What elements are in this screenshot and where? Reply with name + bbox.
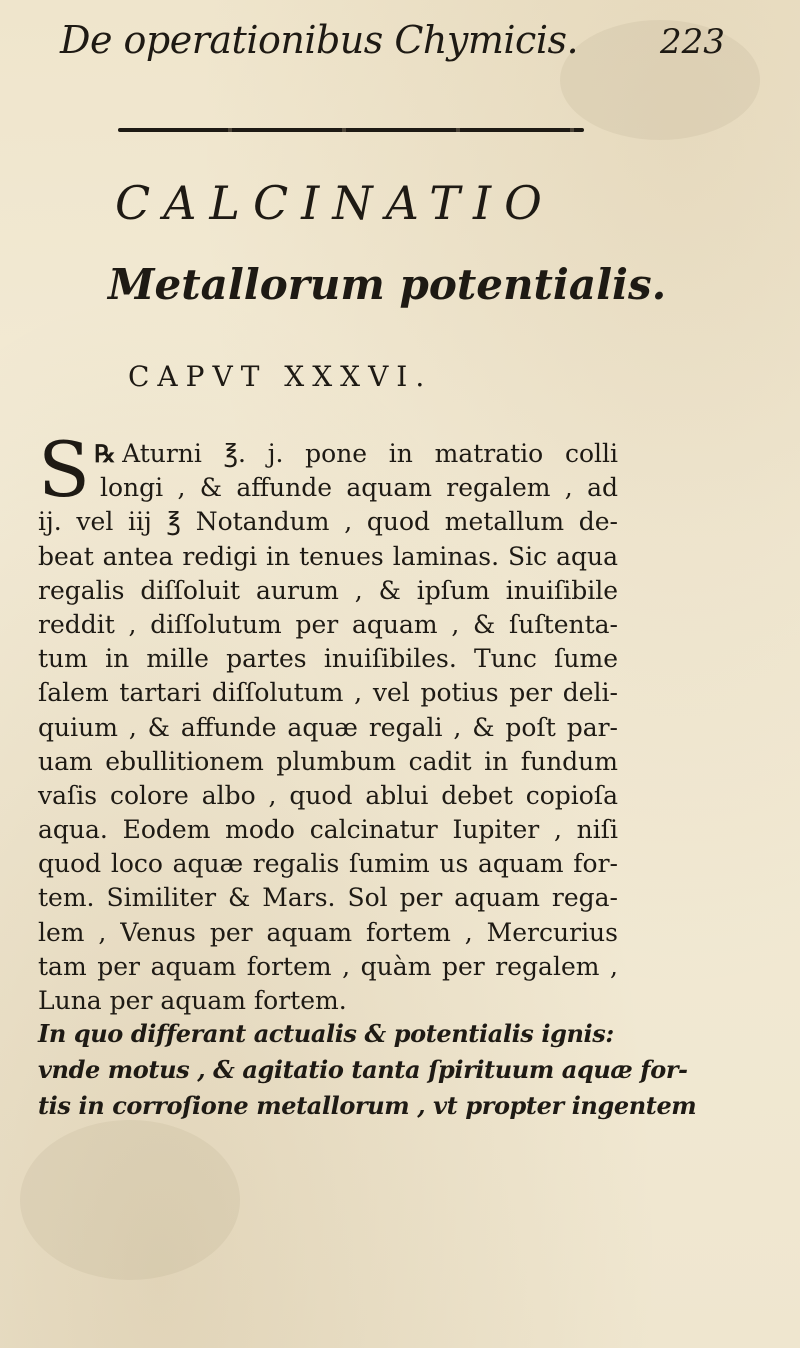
text-line: uam ebullitionem plumbum cadit in fundum <box>38 746 618 776</box>
text-line: lem , Venus per aquam fortem , Mercurius <box>38 917 618 947</box>
chapter-subtitle: Metallorum potentialis. <box>108 260 667 309</box>
italic-heading-paragraph <box>38 1016 697 1124</box>
text-line: aqua. Eodem modo calcinatur Iupiter , niſi <box>38 815 618 845</box>
text-line: reddit , diſſolutum per aquam , & ſuſtenta- <box>38 609 618 639</box>
text-line: beat antea redigi in tenues laminas. Sic aqua <box>38 541 618 571</box>
page-number: 223 <box>660 22 725 62</box>
italic-line: In quo differant actualis & potentialis ignis: <box>38 1019 614 1048</box>
drop-cap: S <box>38 425 91 514</box>
paper-stain <box>20 1120 240 1280</box>
italic-line: tis in corroſione metallorum , vt propter ingentem <box>38 1091 697 1120</box>
text-line: tem. Similiter & Mars. Sol per aquam rega- <box>38 883 618 913</box>
text-line: quium , & affunde aquæ regali , & poſt par- <box>38 712 618 742</box>
text-line: regalis diſſoluit aurum , & ipſum inuiſibile <box>38 575 618 605</box>
chapter-number: CAPVT XXXVI. <box>128 360 433 393</box>
header-rule <box>118 128 584 132</box>
text-line: tam per aquam fortem , quàm per regalem , <box>38 951 618 981</box>
text-line: ſalem tartari diſſolutum , vel potius per deli- <box>38 678 618 708</box>
text-line: Luna per aquam fortem. <box>38 986 347 1015</box>
italic-line: vnde motus , & agitatio tanta ſpirituum aquæ for- <box>38 1055 688 1084</box>
body-paragraph <box>38 425 618 1018</box>
recipe-symbol: ℞ <box>94 439 116 468</box>
chapter-title: CALCINATIO <box>115 176 555 230</box>
text-line: longi , & affunde aquam regalem , ad <box>100 473 618 503</box>
text-line: ij. vel iij ℥ Notandum , quod metallum de- <box>38 507 618 537</box>
text-line: vaſis colore albo , quod ablui debet copioſa <box>38 780 618 810</box>
running-head: De operationibus Chymicis. <box>60 18 579 62</box>
text-line-content: Aturni ℥. j. pone in matratio colli <box>122 439 618 468</box>
text-line: tum in mille partes inuiſibiles. Tunc ſume <box>38 644 618 674</box>
text-line: quod loco aquæ regalis ſumim us aquam for- <box>38 849 618 879</box>
